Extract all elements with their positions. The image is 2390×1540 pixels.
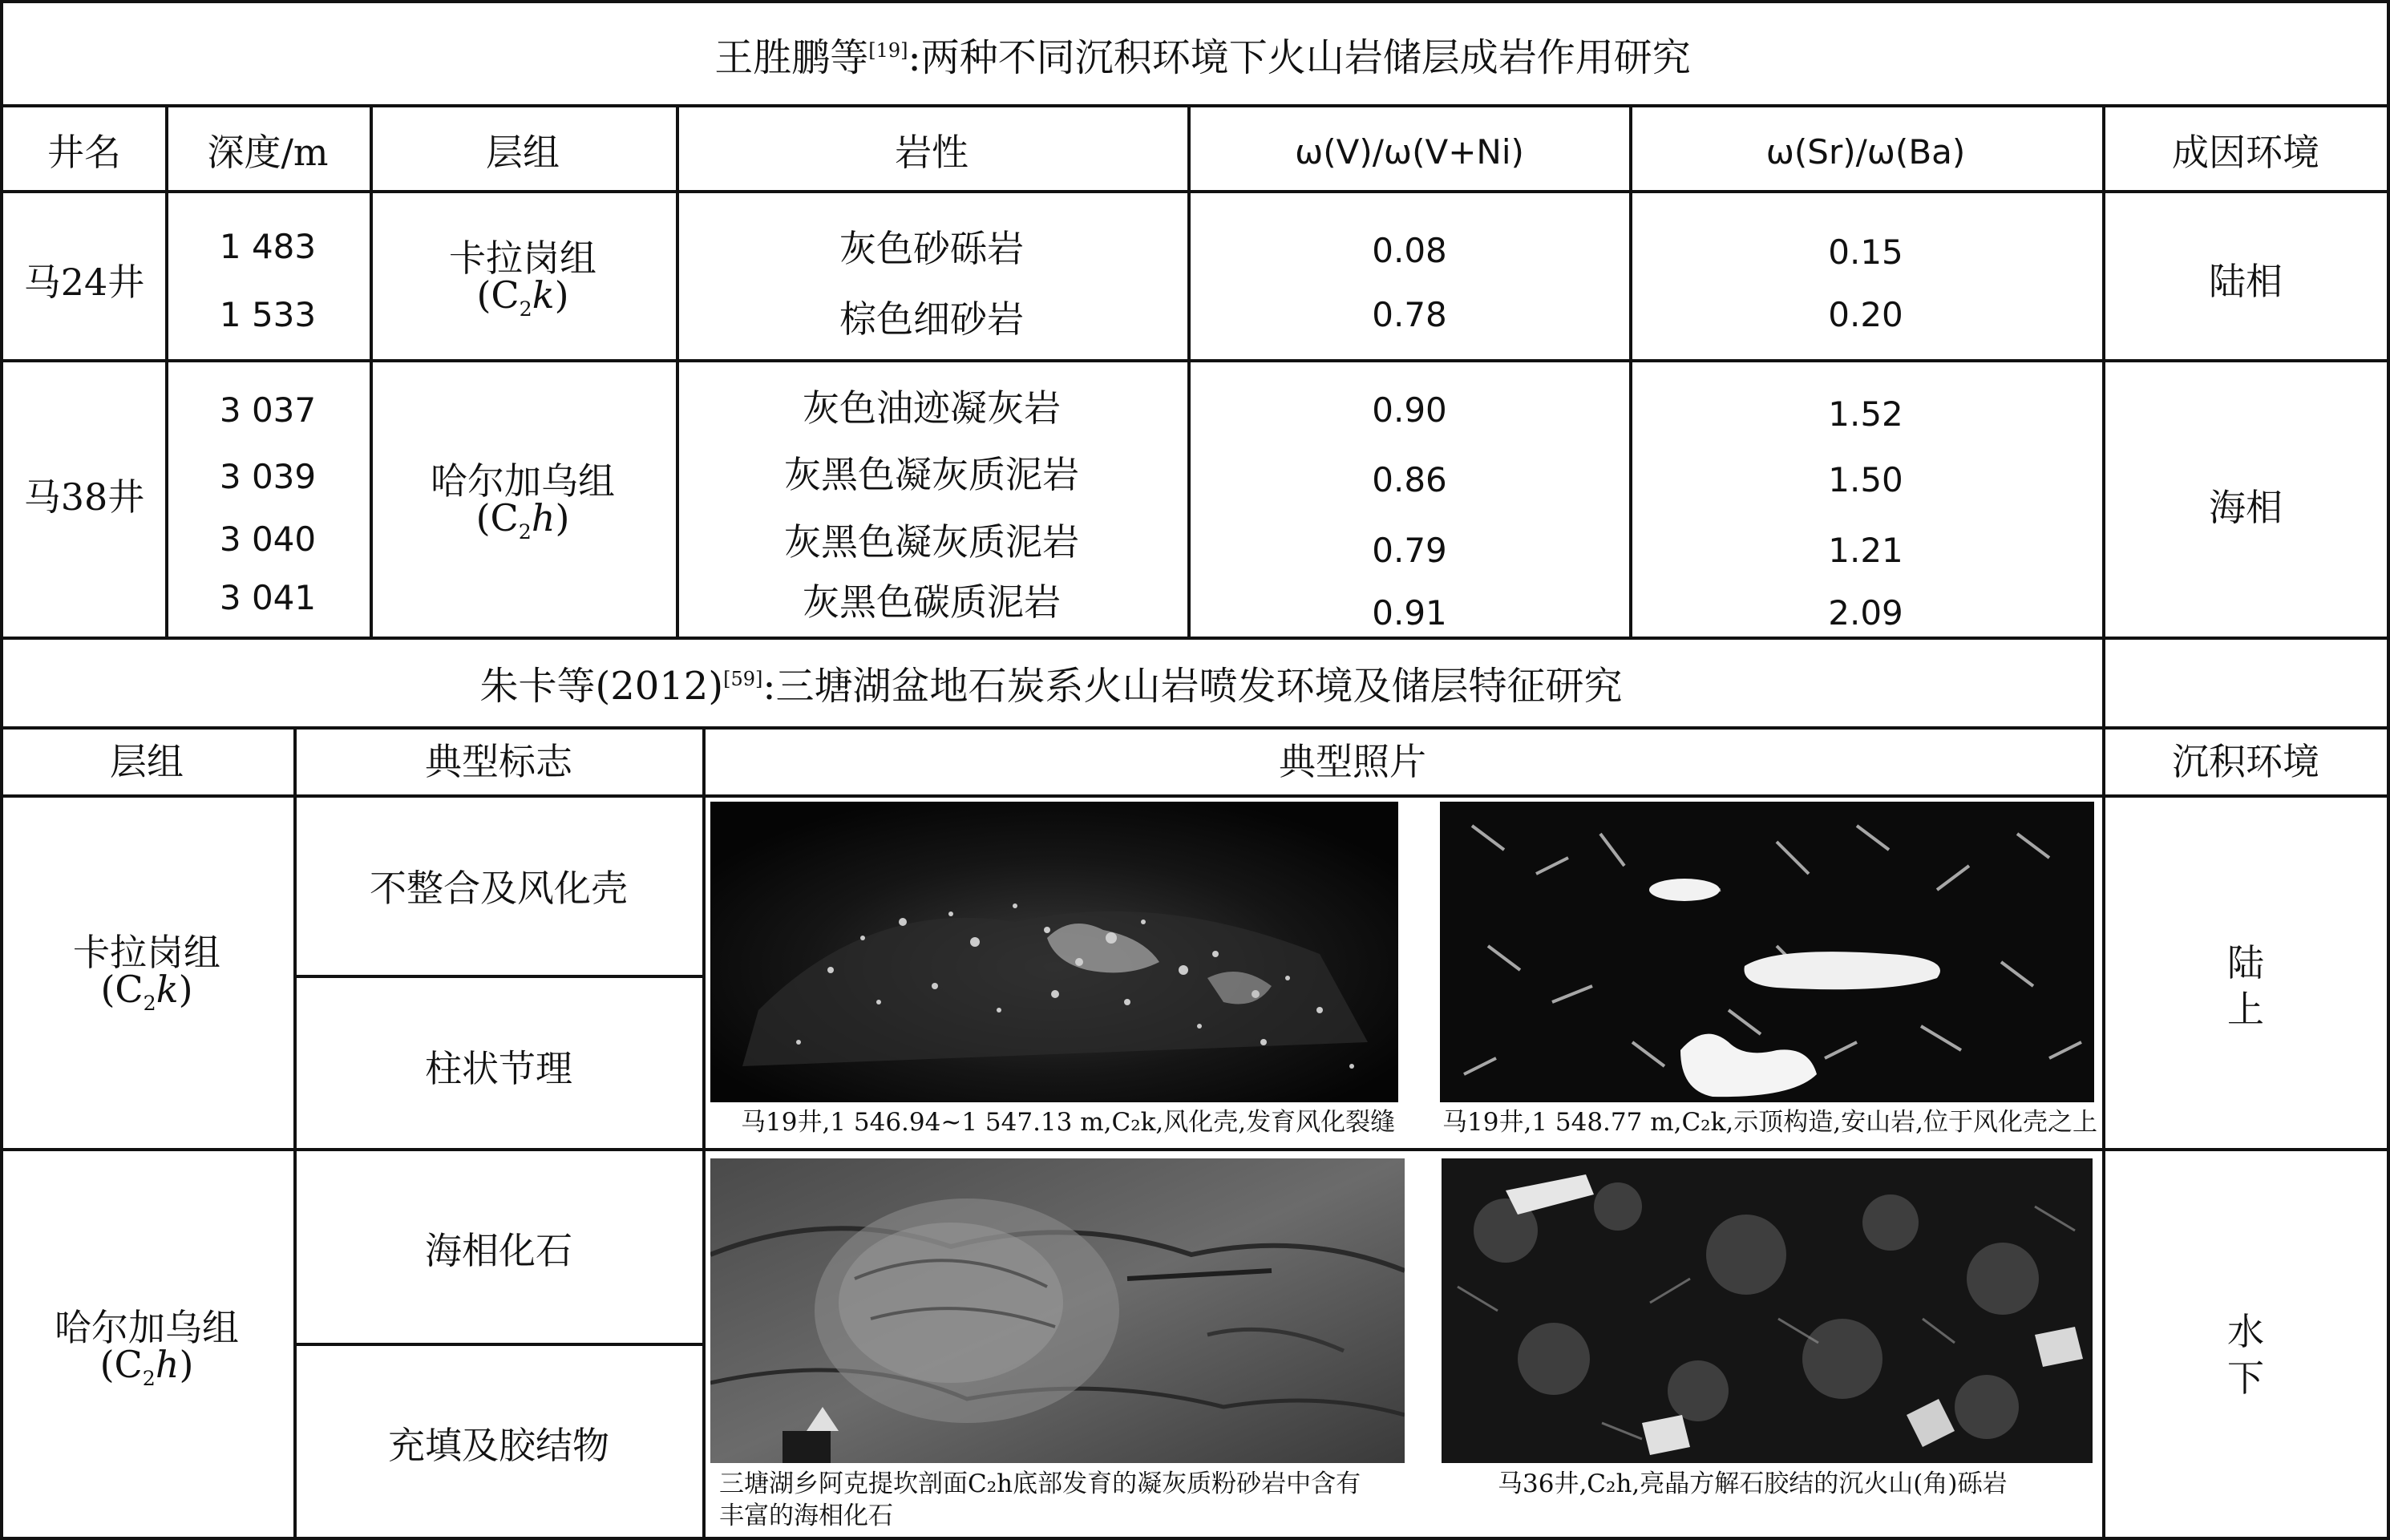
header-environment: 成因环境 [2172,131,2319,174]
lithology-cell: 灰色砂砾岩 [839,227,1024,270]
sr-ratio-cell: 1.21 [1828,531,1903,570]
photo-caption: 三塘湖乡阿克提坎剖面C₂h底部发育的凝灰质粉砂岩中含有 [719,1469,1361,1498]
photo-geopetal-structure [1440,802,2094,1102]
formation-symbol: $(C_2h)$ [99,1342,194,1391]
formation-name: 卡拉岗组 [449,236,596,280]
formation-cell [55,1305,239,1397]
v-ratio-cell: 0.78 [1372,295,1447,334]
header-sr-ratio: ω(Sr)/ω(Ba) [1765,132,1966,172]
photo-caption: 马36井,C₂h,亮晶方解石胶结的沉火山(角)砾岩 [1498,1469,2008,1498]
formation-cell [431,459,615,551]
header-well: 井名 [47,131,121,174]
photo-marine-fossils [710,1158,1405,1463]
header-marker: 典型标志 [425,740,572,783]
v-ratio-cell: 0.08 [1372,231,1447,270]
v-ratio-cell: 0.90 [1372,390,1447,430]
depth-cell: 3 039 [219,457,317,496]
photo-caption: 马19井,1 546.94~1 547.13 m,C₂k,风化壳,发育风化裂缝 [741,1108,1396,1137]
photo-caption: 丰富的海相化石 [719,1502,893,1530]
v-ratio-cell: 0.91 [1372,593,1447,633]
environment-char: 水 [2227,1310,2264,1353]
environment-char: 陆 [2227,941,2264,984]
depth-cell: 1 483 [219,227,317,266]
formation-cell [449,236,596,328]
environment-char: 上 [2227,988,2264,1031]
marker-cell: 充填及胶结物 [388,1424,609,1467]
photo-calcite-cemented-breccia [1442,1158,2093,1463]
sr-ratio-cell: 0.20 [1828,295,1903,334]
marker-cell: 不整合及风化壳 [370,867,628,910]
table1-title: 王胜鹏等[19]:两种不同沉积环境下火山岩储层成岩作用研究 [714,35,1691,80]
depth-cell: 3 037 [219,390,317,430]
environment-cell [2227,940,2264,1033]
environment-cell [2227,1308,2264,1401]
v-ratio-cell: 0.86 [1372,460,1447,499]
well-name: 马24井 [23,261,145,304]
header-lithology: 岩性 [895,131,969,174]
lithology-cell: 灰黑色凝灰质泥岩 [784,453,1079,496]
formation-name: 哈尔加乌组 [431,459,615,503]
sr-ratio-cell: 2.09 [1828,593,1903,633]
lithology-cell: 灰黑色凝灰质泥岩 [784,520,1079,564]
header-v-ratio: ω(V)/ω(V+Ni) [1295,132,1524,172]
environment-char: 下 [2227,1356,2264,1400]
photo-weathering-crust [710,802,1398,1102]
lithology-cell: 灰黑色碳质泥岩 [803,580,1061,624]
environment-cell: 海相 [2209,486,2283,529]
header-formation: 层组 [486,131,560,174]
v-ratio-cell: 0.79 [1372,531,1447,570]
sr-ratio-cell: 1.52 [1828,394,1903,434]
marker-cell: 海相化石 [425,1229,572,1272]
header-formation: 层组 [110,740,184,783]
formation-name: 哈尔加乌组 [55,1305,239,1349]
depth-cell: 3 040 [219,519,317,559]
formation-symbol: $(C_2k)$ [476,273,569,321]
depth-cell: 3 041 [219,578,317,617]
lithology-cell: 棕色细砂岩 [839,297,1024,341]
header-photos: 典型照片 [1279,740,1426,783]
depth-cell: 1 533 [219,295,317,334]
lithology-cell: 灰色油迹凝灰岩 [803,386,1061,430]
table2-title: 朱卡等(2012)[59]:三塘湖盆地石炭系火山岩喷发环境及储层特征研究 [479,664,1623,709]
marker-cell: 柱状节理 [425,1047,572,1090]
header-depth: 深度/m [207,131,329,174]
environment-cell: 陆相 [2209,260,2283,303]
formation-symbol: $(C_2h)$ [475,495,570,544]
sr-ratio-cell: 1.50 [1828,460,1903,499]
formation-name: 卡拉岗组 [73,930,220,974]
formation-symbol: $(C_2k)$ [100,967,193,1016]
photo-caption: 马19井,1 548.77 m,C₂k,示顶构造,安山岩,位于风化壳之上 [1442,1108,2097,1137]
formation-cell [73,930,220,1022]
well-name: 马38井 [23,475,145,519]
sr-ratio-cell: 0.15 [1828,232,1903,272]
header-depositional-env: 沉积环境 [2172,740,2319,783]
